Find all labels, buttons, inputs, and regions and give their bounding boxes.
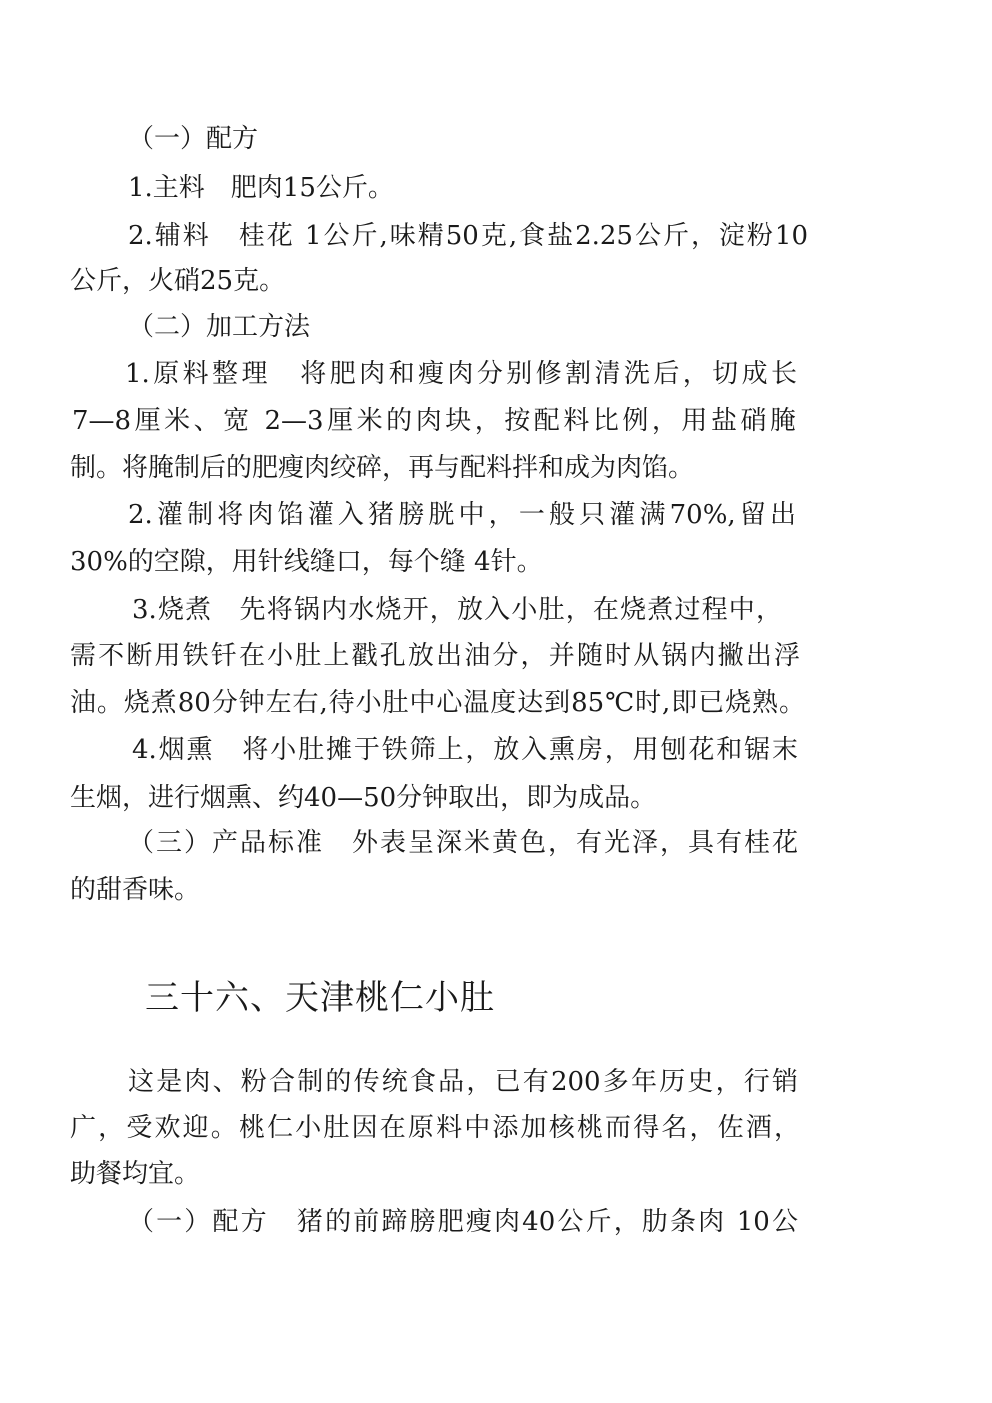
auxiliary-ingredient-line: 2.辅料 桂花 1公斤,味精50克,食盐2.25公斤，淀粉10 — [128, 221, 808, 251]
standard-line: 的甜香味。 — [70, 875, 201, 905]
step-paragraph-line: 30%的空隙，用针线缝口，每个缝 4针。 — [70, 547, 543, 577]
recipe-line: （一）配方 猪的前蹄膀肥瘦肉40公斤，肋条肉 10公 — [128, 1207, 798, 1237]
intro-paragraph-line: 这是肉、粉合制的传统食品，已有200多年历史，行销 — [128, 1067, 798, 1097]
step-paragraph-line: 制。将腌制后的肥瘦肉绞碎，再与配料拌和成为肉馅。 — [70, 453, 695, 483]
auxiliary-ingredient-line: 公斤，火硝25克。 — [70, 266, 286, 296]
standard-line: （三）产品标准 外表呈深米黄色，有光泽，具有桂花 — [128, 828, 798, 858]
section-title: 三十六、天津桃仁小肚 — [145, 978, 495, 1018]
recipe-heading: （一）配方 — [128, 124, 259, 154]
step-paragraph-line: 3.烧煮 先将锅内水烧开，放入小肚，在烧煮过程中， — [132, 595, 782, 625]
step-paragraph-line: 1.原料整理 将肥肉和瘦肉分别修割清洗后，切成长 — [125, 359, 797, 389]
main-ingredient-line: 1.主料 肥肉15公斤。 — [128, 173, 394, 203]
step-paragraph-line: 油。烧煮80分钟左右,待小肚中心温度达到85℃时,即已烧熟。 — [70, 688, 805, 718]
intro-paragraph-line: 助餐均宜。 — [70, 1159, 201, 1189]
method-heading: （二）加工方法 — [128, 312, 311, 342]
step-paragraph-line: 4.烟熏 将小肚摊于铁筛上，放入熏房，用刨花和锯末 — [132, 735, 798, 765]
intro-paragraph-line: 广，受欢迎。桃仁小肚因在原料中添加核桃而得名，佐酒， — [70, 1113, 800, 1143]
step-paragraph-line: 需不断用铁钎在小肚上戳孔放出油分，并随时从锅内撇出浮 — [70, 641, 800, 671]
step-paragraph-line: 2.灌制将肉馅灌入猪膀胱中，一般只灌满70%,留出 — [128, 500, 796, 530]
step-paragraph-line: 7—8厘米、宽 2—3厘米的肉块，按配料比例，用盐硝腌 — [72, 406, 796, 436]
step-paragraph-line: 生烟，进行烟熏、约40—50分钟取出，即为成品。 — [70, 783, 657, 813]
